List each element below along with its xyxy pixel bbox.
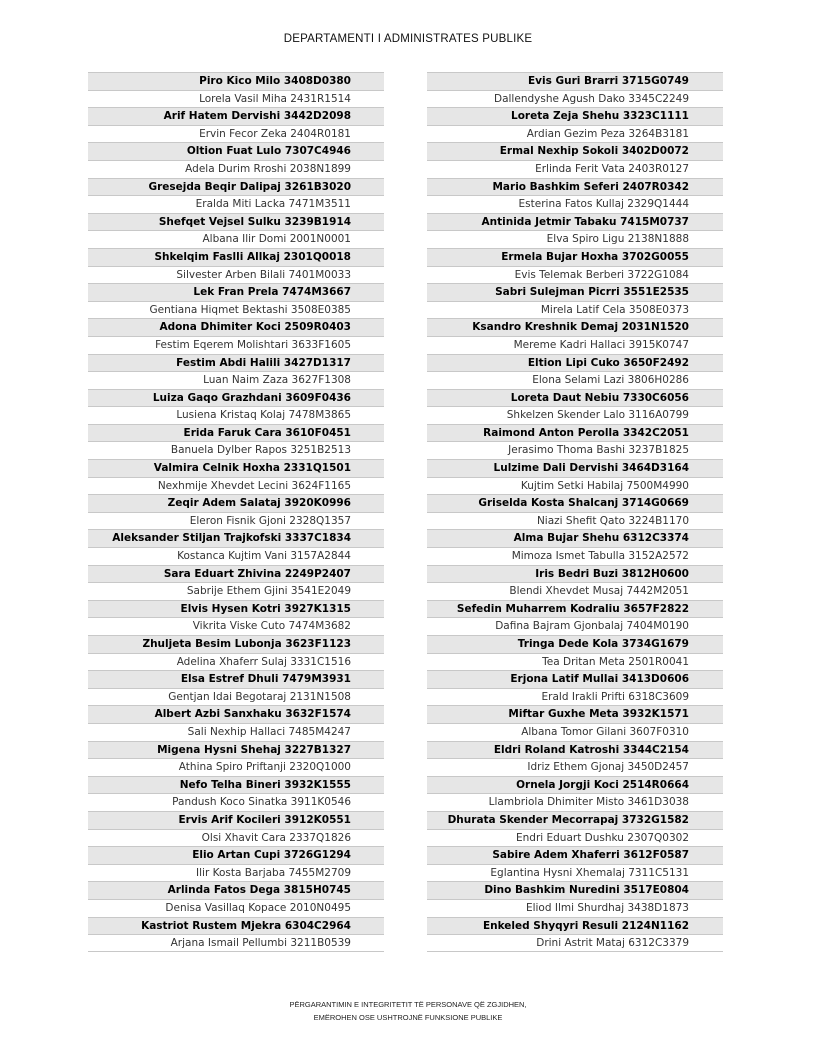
list-item: Ksandro Kreshnik Demaj 2031N1520 xyxy=(427,318,723,336)
page-footer xyxy=(0,998,816,1024)
list-item: Evis Telemak Berberi 3722G1084 xyxy=(427,266,723,284)
list-item: Evis Guri Brarri 3715G0749 xyxy=(427,72,723,90)
list-item: Valmira Celnik Hoxha 2331Q1501 xyxy=(88,459,384,477)
list-item: Alma Bujar Shehu 6312C3374 xyxy=(427,529,723,547)
list-item: Luan Naim Zaza 3627F1308 xyxy=(88,371,384,389)
list-item: Athina Spiro Priftanji 2320Q1000 xyxy=(88,758,384,776)
list-item: Adona Dhimiter Koci 2509R0403 xyxy=(88,318,384,336)
list-item: Eldri Roland Katroshi 3344C2154 xyxy=(427,741,723,759)
list-item: Festim Abdi Halili 3427D1317 xyxy=(88,354,384,372)
list-item: Erida Faruk Cara 3610F0451 xyxy=(88,424,384,442)
list-item: Esterina Fatos Kullaj 2329Q1444 xyxy=(427,195,723,213)
list-item: Erjona Latif Mullai 3413D0606 xyxy=(427,670,723,688)
list-item: Dafina Bajram Gjonbalaj 7404M0190 xyxy=(427,617,723,635)
list-item: Ervis Arif Kocileri 3912K0551 xyxy=(88,811,384,829)
list-item: Shkelzen Skender Lalo 3116A0799 xyxy=(427,406,723,424)
list-item: Tea Dritan Meta 2501R0041 xyxy=(427,653,723,671)
list-item: Albana Tomor Gilani 3607F0310 xyxy=(427,723,723,741)
list-item: Erald Irakli Prifti 6318C3609 xyxy=(427,688,723,706)
list-item: Elona Selami Lazi 3806H0286 xyxy=(427,371,723,389)
list-item: Shkelqim Faslli Allkaj 2301Q0018 xyxy=(88,248,384,266)
list-item: Olsi Xhavit Cara 2337Q1826 xyxy=(88,829,384,847)
list-item: Endri Eduart Dushku 2307Q0302 xyxy=(427,829,723,847)
list-item: Gentiana Hiqmet Bektashi 3508E0385 xyxy=(88,301,384,319)
list-item: Kastriot Rustem Mjekra 6304C2964 xyxy=(88,917,384,935)
list-item: Blendi Xhevdet Musaj 7442M2051 xyxy=(427,582,723,600)
page-title: DEPARTAMENTI I ADMINISTRATES PUBLIKE xyxy=(283,33,533,45)
list-item: Ermela Bujar Hoxha 3702G0055 xyxy=(427,248,723,266)
list-item: Gresejda Beqir Dalipaj 3261B3020 xyxy=(88,178,384,196)
list-item: Loreta Zeja Shehu 3323C1111 xyxy=(427,107,723,125)
list-item: Festim Eqerem Molishtari 3633F1605 xyxy=(88,336,384,354)
list-item: Zhuljeta Besim Lubonja 3623F1123 xyxy=(88,635,384,653)
list-item: Raimond Anton Perolla 3342C2051 xyxy=(427,424,723,442)
list-item: Lek Fran Prela 7474M3667 xyxy=(88,283,384,301)
list-item: Banuela Dylber Rapos 3251B2513 xyxy=(88,441,384,459)
list-item: Piro Kico Milo 3408D0380 xyxy=(88,72,384,90)
list-item: Albert Azbi Sanxhaku 3632F1574 xyxy=(88,705,384,723)
list-item: Ermal Nexhip Sokoli 3402D0072 xyxy=(427,142,723,160)
list-item: Sabrije Ethem Gjini 3541E2049 xyxy=(88,582,384,600)
list-item: Ervin Fecor Zeka 2404R0181 xyxy=(88,125,384,143)
list-item: Pandush Koco Sinatka 3911K0546 xyxy=(88,793,384,811)
list-item: Kostanca Kujtim Vani 3157A2844 xyxy=(88,547,384,565)
list-item: Oltion Fuat Lulo 7307C4946 xyxy=(88,142,384,160)
list-item: Eliod Ilmi Shurdhaj 3438D1873 xyxy=(427,899,723,917)
footer-line-1: PËRGARANTIMIN E INTEGRITETIT TË PERSONAVE QË ZGJIDHEN, xyxy=(289,1000,527,1009)
list-item: Sefedin Muharrem Kodraliu 3657F2822 xyxy=(427,600,723,618)
list-item: Gentjan Idai Begotaraj 2131N1508 xyxy=(88,688,384,706)
list-item: Eltion Lipi Cuko 3650F2492 xyxy=(427,354,723,372)
list-item: Dhurata Skender Mecorrapaj 3732G1582 xyxy=(427,811,723,829)
footer-line-2: EMËROHEN OSE USHTROJNË FUNKSIONE PUBLIKE xyxy=(313,1013,503,1022)
list-item: Ardian Gezim Peza 3264B3181 xyxy=(427,125,723,143)
list-item: Arif Hatem Dervishi 3442D2098 xyxy=(88,107,384,125)
list-item: Lulzime Dali Dervishi 3464D3164 xyxy=(427,459,723,477)
list-item: Aleksander Stiljan Trajkofski 3337C1834 xyxy=(88,529,384,547)
list-item: Migena Hysni Shehaj 3227B1327 xyxy=(88,741,384,759)
list-item: Iris Bedri Buzi 3812H0600 xyxy=(427,565,723,583)
list-item: Albana Ilir Domi 2001N0001 xyxy=(88,230,384,248)
list-item: Elsa Estref Dhuli 7479M3931 xyxy=(88,670,384,688)
list-item: Ilir Kosta Barjaba 7455M2709 xyxy=(88,864,384,882)
list-item: Adelina Xhaferr Sulaj 3331C1516 xyxy=(88,653,384,671)
list-item: Eglantina Hysni Xhemalaj 7311C5131 xyxy=(427,864,723,882)
list-item: Nexhmije Xhevdet Lecini 3624F1165 xyxy=(88,477,384,495)
list-item: Sabire Adem Xhaferri 3612F0587 xyxy=(427,846,723,864)
list-item: Zeqir Adem Salataj 3920K0996 xyxy=(88,494,384,512)
list-item: Lusiena Kristaq Kolaj 7478M3865 xyxy=(88,406,384,424)
list-item: Drini Astrit Mataj 6312C3379 xyxy=(427,934,723,952)
list-item: Antinida Jetmir Tabaku 7415M0737 xyxy=(427,213,723,231)
list-item: Elva Spiro Ligu 2138N1888 xyxy=(427,230,723,248)
list-item: Arlinda Fatos Dega 3815H0745 xyxy=(88,881,384,899)
list-item: Elvis Hysen Kotri 3927K1315 xyxy=(88,600,384,618)
list-item: Idriz Ethem Gjonaj 3450D2457 xyxy=(427,758,723,776)
list-item: Lorela Vasil Miha 2431R1514 xyxy=(88,90,384,108)
list-item: Niazi Shefit Qato 3224B1170 xyxy=(427,512,723,530)
list-item: Luiza Gaqo Grazhdani 3609F0436 xyxy=(88,389,384,407)
list-item: Adela Durim Rroshi 2038N1899 xyxy=(88,160,384,178)
list-item: Eralda Miti Lacka 7471M3511 xyxy=(88,195,384,213)
list-item: Arjana Ismail Pellumbi 3211B0539 xyxy=(88,934,384,952)
list-item: Mirela Latif Cela 3508E0373 xyxy=(427,301,723,319)
list-item: Kujtim Setki Habilaj 7500M4990 xyxy=(427,477,723,495)
list-item: Dino Bashkim Nuredini 3517E0804 xyxy=(427,881,723,899)
list-item: Llambriola Dhimiter Misto 3461D3038 xyxy=(427,793,723,811)
list-item: Loreta Daut Nebiu 7330C6056 xyxy=(427,389,723,407)
list-item: Dallendyshe Agush Dako 3345C2249 xyxy=(427,90,723,108)
list-item: Eleron Fisnik Gjoni 2328Q1357 xyxy=(88,512,384,530)
list-item: Jerasimo Thoma Bashi 3237B1825 xyxy=(427,441,723,459)
list-item: Nefo Telha Bineri 3932K1555 xyxy=(88,776,384,794)
left-name-column xyxy=(88,72,384,952)
list-item: Griselda Kosta Shalcanj 3714G0669 xyxy=(427,494,723,512)
list-item: Mimoza Ismet Tabulla 3152A2572 xyxy=(427,547,723,565)
list-item: Sara Eduart Zhivina 2249P2407 xyxy=(88,565,384,583)
list-item: Elio Artan Cupi 3726G1294 xyxy=(88,846,384,864)
list-item: Vikrita Viske Cuto 7474M3682 xyxy=(88,617,384,635)
list-item: Enkeled Shyqyri Resuli 2124N1162 xyxy=(427,917,723,935)
list-item: Tringa Dede Kola 3734G1679 xyxy=(427,635,723,653)
list-item: Ornela Jorgji Koci 2514R0664 xyxy=(427,776,723,794)
list-item: Shefqet Vejsel Sulku 3239B1914 xyxy=(88,213,384,231)
list-item: Denisa Vasillaq Kopace 2010N0495 xyxy=(88,899,384,917)
list-item: Erlinda Ferit Vata 2403R0127 xyxy=(427,160,723,178)
list-item: Sabri Sulejman Picrri 3551E2535 xyxy=(427,283,723,301)
list-item: Silvester Arben Bilali 7401M0033 xyxy=(88,266,384,284)
right-name-column xyxy=(427,72,723,952)
list-item: Mereme Kadri Hallaci 3915K0747 xyxy=(427,336,723,354)
list-item: Miftar Guxhe Meta 3932K1571 xyxy=(427,705,723,723)
list-item: Mario Bashkim Seferi 2407R0342 xyxy=(427,178,723,196)
list-item: Sali Nexhip Hallaci 7485M4247 xyxy=(88,723,384,741)
